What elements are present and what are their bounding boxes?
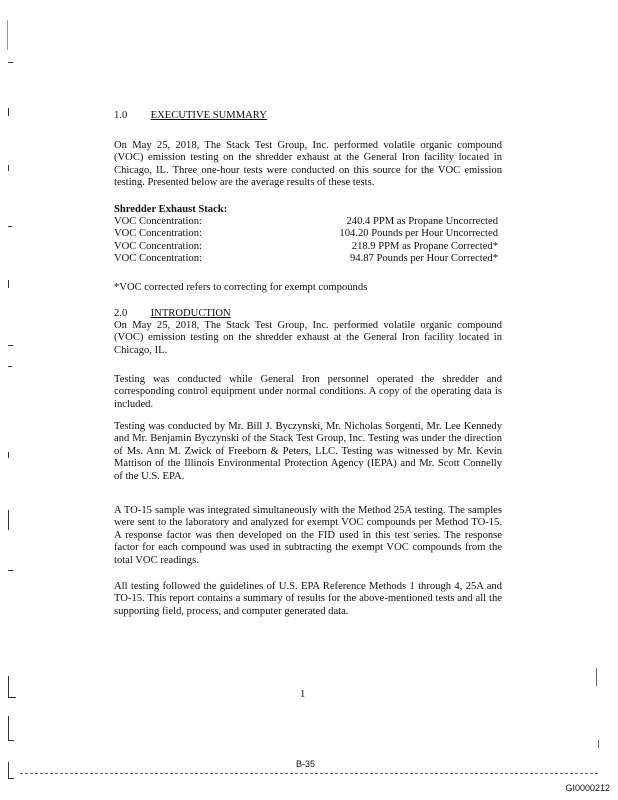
page-number: 1	[300, 689, 306, 700]
scan-mark	[8, 570, 13, 571]
scan-mark	[8, 62, 13, 63]
result-value: 218.9 PPM as Propane Corrected*	[351, 240, 498, 252]
scan-mark	[8, 716, 9, 740]
scan-mark	[7, 20, 8, 50]
guidelines-paragraph: All testing followed the guidelines of U.S. EPA Reference Methods 1 through 4, 25A and TO-15. This report contains a summary of results for the above-mentioned tests and all the supporting field, process, and computer generated data.	[114, 581, 502, 617]
section-2-title: INTRODUCTION	[150, 308, 231, 319]
scan-mark	[8, 345, 13, 346]
result-row	[114, 241, 498, 253]
scan-mark	[8, 778, 14, 779]
result-label: VOC Concentration:	[114, 228, 202, 240]
result-label: VOC Concentration:	[114, 240, 202, 252]
scan-mark	[8, 452, 9, 458]
scan-mark	[8, 280, 9, 288]
result-row	[114, 228, 498, 240]
result-value: 94.87 Pounds per Hour Corrected*	[350, 253, 498, 265]
scan-mark	[8, 697, 16, 698]
scan-mark	[8, 226, 12, 227]
to15-paragraph: A TO-15 sample was integrated simultaneously with the Method 25A testing. The samples were sent to the laboratory and analyzed for exempt VOC compounds per Method TO-15. A response factor was then developed on the FID used in this test series. The response factor for each compound was used in subtracting the exempt VOC compounds from the total VOC readings.	[114, 505, 502, 566]
executive-summary-paragraph: On May 25, 2018, The Stack Test Group, Inc. performed volatile organic compound (VOC) emission testing on the shredder exhaust at the General Iron facility located in Chicago, IL. Three one-hour tests were conducted on this source for the VOC emission testing. Presented below are the average results of these tests.	[114, 140, 502, 189]
personnel-paragraph: Testing was conducted by Mr. Bill J. Byczynski, Mr. Nicholas Sorgenti, Mr. Lee Kennedy and Mr. Benjamin Byczynski of the Stack Test Group, Inc. Testing was under the direction of Ms. Ann M. Zwick of Freeborn & Peters, LLC. Testing was witnessed by Mr. Kevin Mattison of the Illinois Environmental Protection Agency (IEPA) and Mr. Scott Connelly of the U.S. EPA.	[114, 421, 502, 482]
result-row	[114, 216, 498, 228]
section-1-number: 1.0	[114, 110, 128, 121]
scan-mark	[8, 366, 12, 367]
scan-mark	[8, 108, 9, 116]
scan-mark	[8, 165, 9, 171]
result-label: VOC Concentration:	[114, 216, 202, 227]
section-2-heading	[114, 308, 231, 320]
result-row	[114, 253, 498, 265]
scan-mark	[8, 740, 14, 741]
scan-mark	[598, 740, 599, 748]
scan-mark	[8, 676, 9, 698]
result-value: 240.4 PPM as Propane Uncorrected	[346, 216, 498, 227]
section-1-title: EXECUTIVE SUMMARY	[150, 110, 267, 121]
scan-mark	[8, 510, 9, 530]
result-value: 104.20 Pounds per Hour Uncorrected	[339, 228, 498, 240]
operation-paragraph: Testing was conducted while General Iron personnel operated the shredder and corresponding control equipment under normal conditions. A copy of the operating data is included.	[114, 374, 502, 410]
document-id: GI0000212	[565, 783, 610, 793]
section-2-number: 2.0	[114, 308, 128, 319]
results-footnote: *VOC corrected refers to correcting for exempt compounds	[114, 282, 368, 293]
appendix-page-code: B-35	[296, 759, 316, 769]
scan-mark	[596, 668, 597, 686]
section-1-heading	[114, 110, 267, 122]
introduction-paragraph: On May 25, 2018, The Stack Test Group, Inc. performed volatile organic compound (VOC) emission testing on the shredder exhaust at the General Iron facility located in Chicago, IL.	[114, 320, 502, 356]
footer-rule	[20, 773, 598, 774]
scan-mark	[8, 762, 9, 778]
results-heading: Shredder Exhaust Stack:	[114, 204, 228, 215]
result-label: VOC Concentration:	[114, 253, 202, 265]
